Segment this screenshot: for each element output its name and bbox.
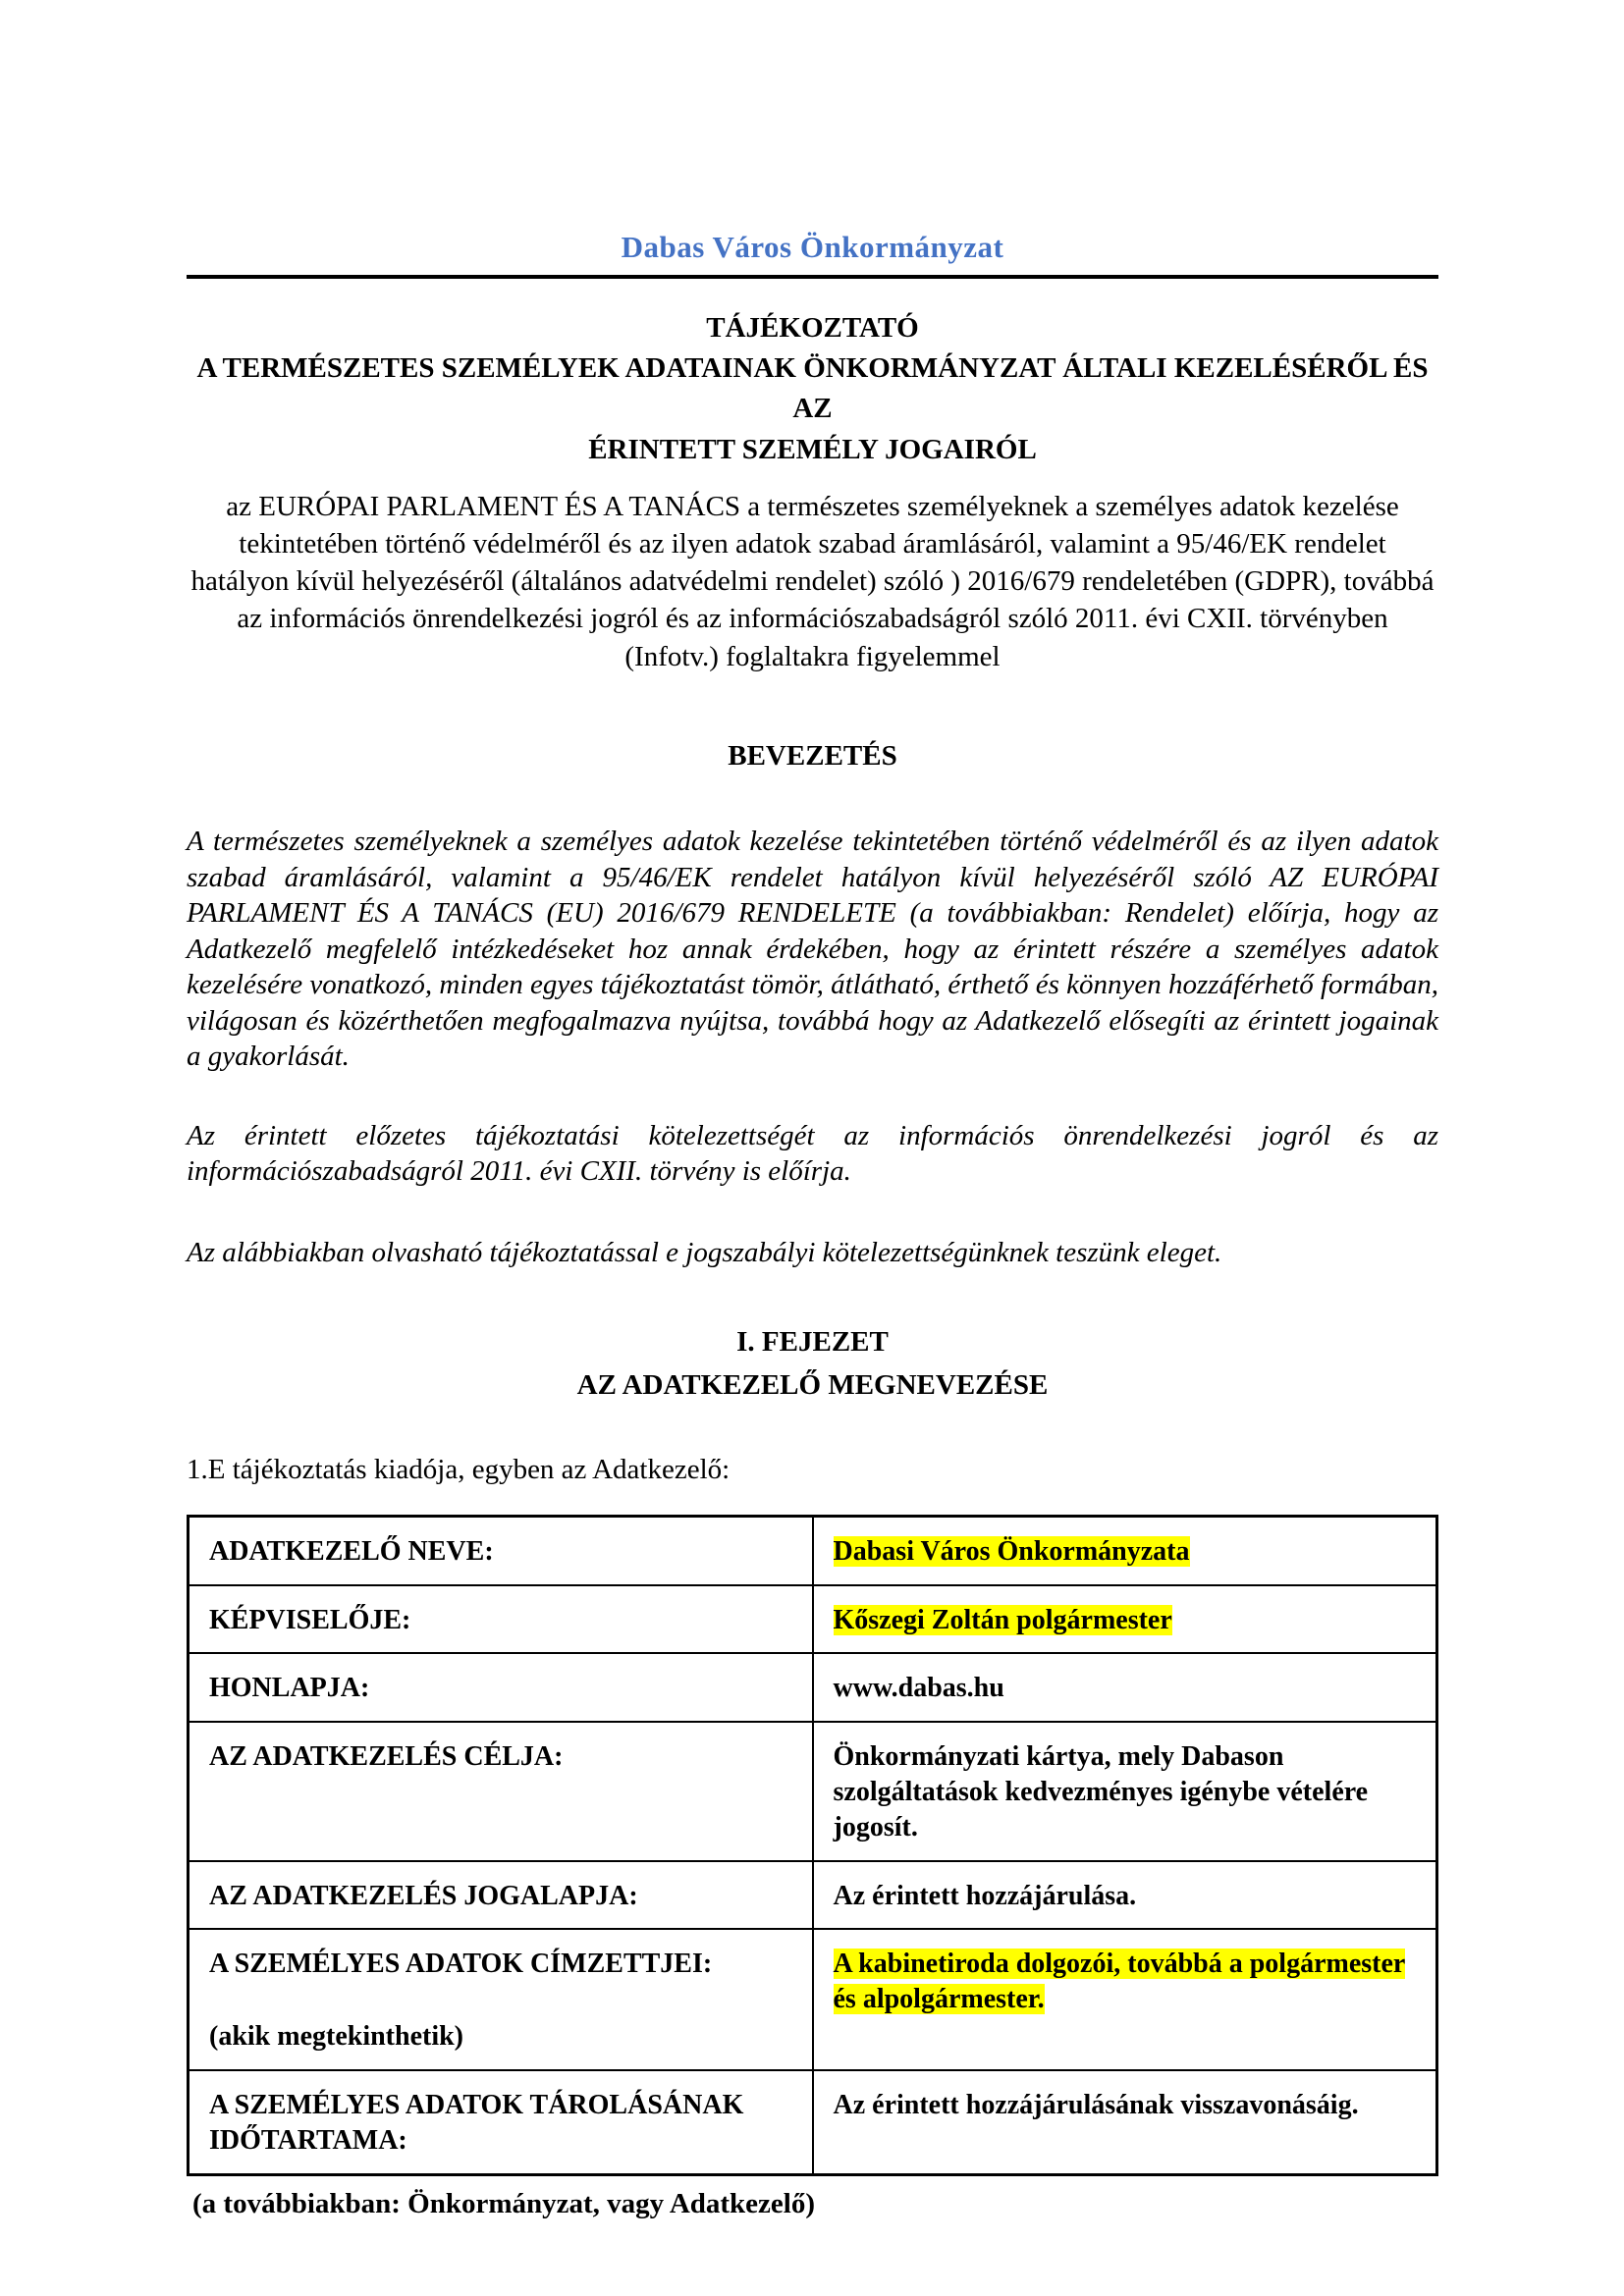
footer-note: (a továbbiakban: Önkormányzat, vagy Adatkezelő) xyxy=(192,2187,816,2219)
data-controller-table xyxy=(187,1515,1438,2175)
row-sublabel: (akik megtekinthetik) xyxy=(209,2021,463,2053)
row-label: A SZEMÉLYES ADATOK TÁROLÁSÁNAK IDŐTARTAMA: xyxy=(189,2070,813,2174)
document-title xyxy=(187,308,1438,470)
row-label: ADATKEZELŐ NEVE: xyxy=(189,1517,813,1585)
row-value: Az érintett hozzájárulásának visszavonásáig. xyxy=(813,2070,1437,2174)
table-row xyxy=(189,1929,1437,2070)
intro-paragraph: az EURÓPAI PARLAMENT ÉS A TANÁCS a természetes személyeknek a személyes adatok kezelése tekintetében történő védelméről és az ilyen adatok szabad áramlásáról, valamint a 95/46/EK rendelet hatályon kívül helyezéséről (általános adatvédelmi rendelet) szóló ) 2016/679 rendeletében (GDPR), továbbá az információs önrendelkezési jogról és az információszabadságról szóló 2011. évi CXII. törvényben (Infotv.) foglaltakra figyelemmel xyxy=(190,490,1435,672)
header-title: Dabas Város Önkormányzat xyxy=(621,230,1004,264)
section-heading-bevezetes: BEVEZETÉS xyxy=(728,740,897,773)
chapter-intro: 1.E tájékoztatás kiadója, egyben az Adatkezelő: xyxy=(187,1454,731,1486)
table-row xyxy=(189,2070,1437,2174)
bevezetes-paragraph-1: A természetes személyeknek a személyes adatok kezelése tekintetében történő védelméről és az ilyen adatok szabad áramlásáról, valamint a 95/46/EK rendelet hatályon kívül helyezéséről szóló AZ EURÓPAI PARLAMENT ÉS A TANÁCS (EU) 2016/679 RENDELETE (a továbbiakban: Rendelet) előírja, hogy az Adatkezelő megfelelő intézkedéseket hoz annak érdekében, hogy az érintett részére a személyes adatok kezelésére vonatkozó, minden egyes tájékoztatást tömör, átlátható, érthető és könnyen hozzáférhető formában, világosan és közérthetően megfogalmazva nyújtsa, továbbá hogy az Adatkezelő elősegíti az érintett jogainak a gyakorlását. xyxy=(187,826,1438,1073)
row-value: Dabasi Város Önkormányzata xyxy=(813,1517,1437,1585)
table-row xyxy=(189,1517,1437,1585)
title-line-1: TÁJÉKOZTATÓ xyxy=(706,312,919,344)
table-row xyxy=(189,1585,1437,1653)
title-line-2: A TERMÉSZETES SZEMÉLYEK ADATAINAK ÖNKORMÁNYZAT ÁLTALI KEZELÉSÉRŐL ÉS AZ xyxy=(196,352,1429,425)
table-row xyxy=(189,1722,1437,1861)
row-value: Önkormányzati kártya, mely Dabason szolgáltatások kedvezményes igénybe vételére jogosít. xyxy=(813,1722,1437,1861)
row-value: Az érintett hozzájárulása. xyxy=(813,1861,1437,1929)
row-label: AZ ADATKEZELÉS CÉLJA: xyxy=(189,1722,813,1861)
chapter-heading-line-2: AZ ADATKEZELŐ MEGNEVEZÉSE xyxy=(576,1368,1049,1401)
table-row xyxy=(189,1653,1437,1721)
row-value: Kőszegi Zoltán polgármester xyxy=(813,1585,1437,1653)
row-label: HONLAPJA: xyxy=(189,1653,813,1721)
chapter-heading xyxy=(187,1321,1438,1407)
row-value: A kabinetiroda dolgozói, továbbá a polgármester és alpolgármester. xyxy=(813,1929,1437,2070)
row-label: AZ ADATKEZELÉS JOGALAPJA: xyxy=(189,1861,813,1929)
title-line-3: ÉRINTETT SZEMÉLY JOGAIRÓL xyxy=(588,433,1037,465)
document-header xyxy=(187,230,1438,279)
row-label: A SZEMÉLYES ADATOK CÍMZETTJEI: (akik megtekinthetik) xyxy=(189,1929,813,2070)
row-label: KÉPVISELŐJE: xyxy=(189,1585,813,1653)
table-row xyxy=(189,1861,1437,1929)
row-value: www.dabas.hu xyxy=(813,1653,1437,1721)
bevezetes-paragraph-3: Az alábbiakban olvasható tájékoztatással e jogszabályi kötelezettségünknek teszünk eleget. xyxy=(187,1236,1222,1268)
bevezetes-paragraph-2: Az érintett előzetes tájékoztatási kötelezettségét az információs önrendelkezési jogról és az információszabadságról 2011. évi CXII. törvény is előírja. xyxy=(187,1119,1438,1188)
chapter-heading-line-1: I. FEJEZET xyxy=(736,1326,889,1359)
